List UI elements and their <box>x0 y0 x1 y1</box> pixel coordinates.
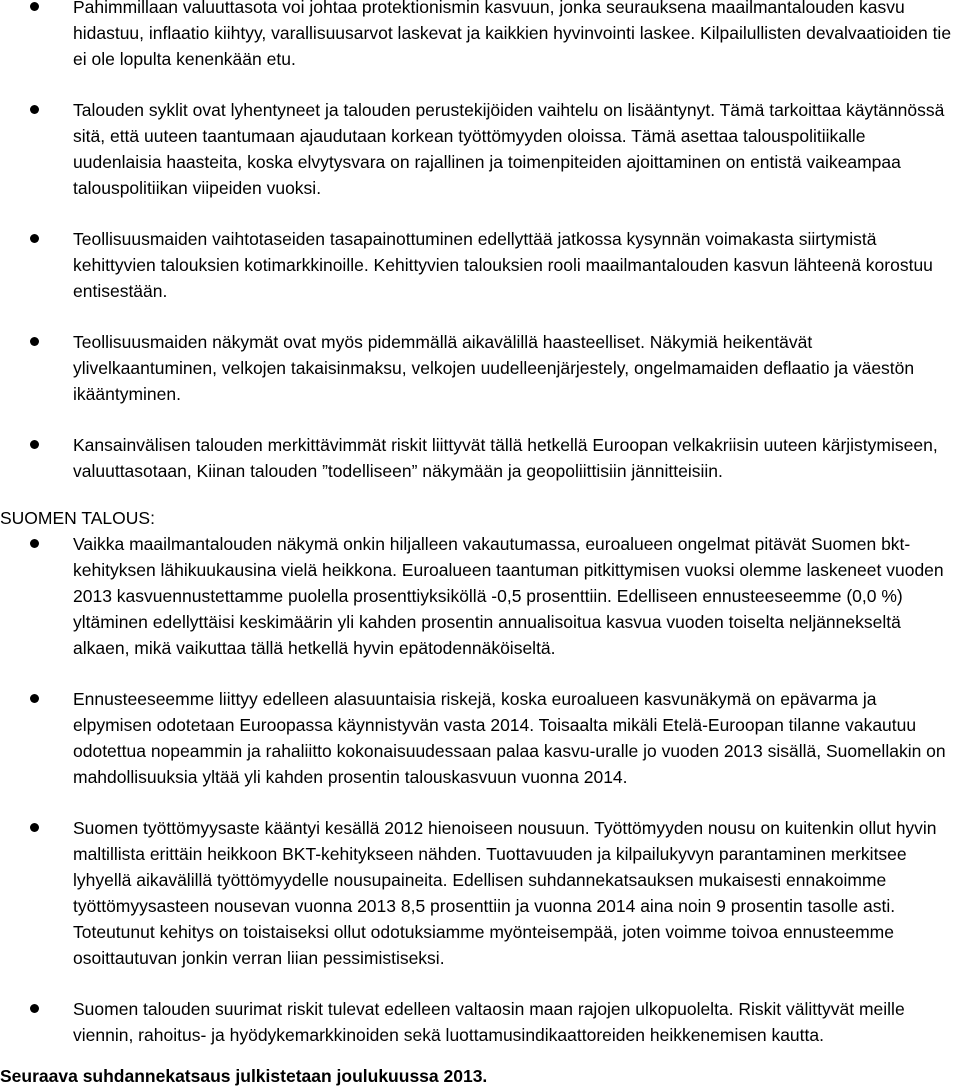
list-item <box>0 996 960 1048</box>
bullet-text: Teollisuusmaiden näkymät ovat myös pidemmällä aikavälillä haasteelliset. Näkymiä heikentävät ylivelkaantuminen, velkojen takaisinmaksu, velkojen uudelleenjärjestely, ongelmamaiden deflaatio ja väestön ikääntyminen. <box>73 332 915 404</box>
bullet-icon <box>30 105 39 114</box>
list-item <box>0 329 960 407</box>
list-item <box>0 0 960 72</box>
bullet-icon <box>30 2 39 11</box>
footer-note: Seuraava suhdannekatsaus julkistetaan joulukuussa 2013. <box>0 1066 488 1086</box>
bullet-text: Ennusteeseemme liittyy edelleen alasuuntaisia riskejä, koska euroalueen kasvunäkymä on epävarma ja elpymisen odotetaan Euroopassa käynnistyvän vasta 2014. Toisaalta mikäli Etelä-Euroopan tilanne vakautuu odotettua nopeammin ja rahaliitto kokonaisuudessaan palaa kasvu-uralle jo vuoden 2013 sisällä, Suomellakin on mahdollisuuksia yltää yli kahden prosentin talouskasvuun vuonna 2014. <box>73 689 946 787</box>
list-item <box>0 686 960 790</box>
bullet-text: Vaikka maailmantalouden näkymä onkin hiljalleen vakautumassa, euroalueen ongelmat pitävät Suomen bkt-kehityksen lähikuukausina vielä heikkona. Euroalueen taantuman pitkittymisen vuoksi olemme laskeneet vuoden 2013 kasvuennustettamme puolella prosenttiyksiköllä -0,5 prosenttiin. Edelliseen ennusteeseemme (0,0 %) yltäminen edellyttäisi keskimäärin yli kahden prosentin annualisoitua kasvua vuoden toiselta neljännekseltä alkaen, mikä vaikuttaa tällä hetkellä hyvin epätodennäköiseltä. <box>73 534 944 658</box>
list-item <box>0 432 960 484</box>
bullet-text: Kansainvälisen talouden merkittävimmät riskit liittyvät tällä hetkellä Euroopan velkakriisin uuteen kärjistymiseen, valuuttasotaan, Kiinan talouden ”todelliseen” näkymään ja geopoliittisiin jännitteisiin. <box>73 435 938 481</box>
bullet-text: Suomen työttömyysaste kääntyi kesällä 2012 hienoiseen nousuun. Työttömyyden nousu on kuitenkin ollut hyvin maltillista erittäin heikkoon BKT-kehitykseen nähden. Tuottavuuden ja kilpailukyvyn parantaminen merkitsee lyhyellä aikavälillä työttömyydelle nousupaineita. Edellisen suhdannekatsauksen mukaisesti ennakoimme työttömyysasteen nousevan vuonna 2013 8,5 prosenttiin ja vuonna 2014 aina noin 9 prosentin tasolle asti. Toteutunut kehitys on toistaiseksi ollut odotuksiamme myönteisempää, joten voimme toivoa ennusteemme osoittautuvan jonkin verran liian pessimistiseksi. <box>73 818 937 968</box>
bullet-icon <box>30 539 39 548</box>
finland-bullet-list <box>0 531 960 1073</box>
bullet-text: Suomen talouden suurimat riskit tulevat edelleen valtaosin maan rajojen ulkopuolelta. Riskit välittyvät meille viennin, rahoitus- ja hyödykemarkkinoiden sekä luottamusindikaattoreiden heikkenemisen kautta. <box>73 999 905 1045</box>
list-item <box>0 97 960 201</box>
bullet-icon <box>30 337 39 346</box>
bullet-text: Teollisuusmaiden vaihtotaseiden tasapainottuminen edellyttää jatkossa kysynnän voimakasta siirtymistä kehittyvien talouksien kotimarkkinoille. Kehittyvien talouksien rooli maailmantalouden kasvun lähteenä korostuu entisestään. <box>73 229 933 301</box>
section-heading: SUOMEN TALOUS: <box>0 508 155 528</box>
bullet-icon <box>30 823 39 832</box>
bullet-icon <box>30 1004 39 1013</box>
list-item <box>0 226 960 304</box>
bullet-text: Talouden syklit ovat lyhentyneet ja talouden perustekijöiden vaihtelu on lisääntynyt. Tämä tarkoittaa käytännössä sitä, että uuteen taantumaan ajaudutaan korkean työttömyyden oloissa. Tämä asettaa talouspolitiikalle uudenlaisia haasteita, koska elvytysvara on rajallinen ja toimenpiteiden ajoittaminen on entistä vaikeampaa talouspolitiikan viipeiden vuoksi. <box>73 100 945 198</box>
bullet-icon <box>30 234 39 243</box>
bullet-text: Pahimmillaan valuuttasota voi johtaa protektionismin kasvuun, jonka seurauksena maailmantalouden kasvu hidastuu, inflaatio kiihtyy, varallisuusarvot laskevat ja kaikkien hyvinvointi laskee. Kilpailullisten devalvaatioiden tie ei ole lopulta kenenkään etu. <box>73 0 952 69</box>
list-item <box>0 531 960 661</box>
intro-bullet-list <box>0 0 960 509</box>
bullet-icon <box>30 440 39 449</box>
bullet-icon <box>30 694 39 703</box>
list-item <box>0 815 960 971</box>
